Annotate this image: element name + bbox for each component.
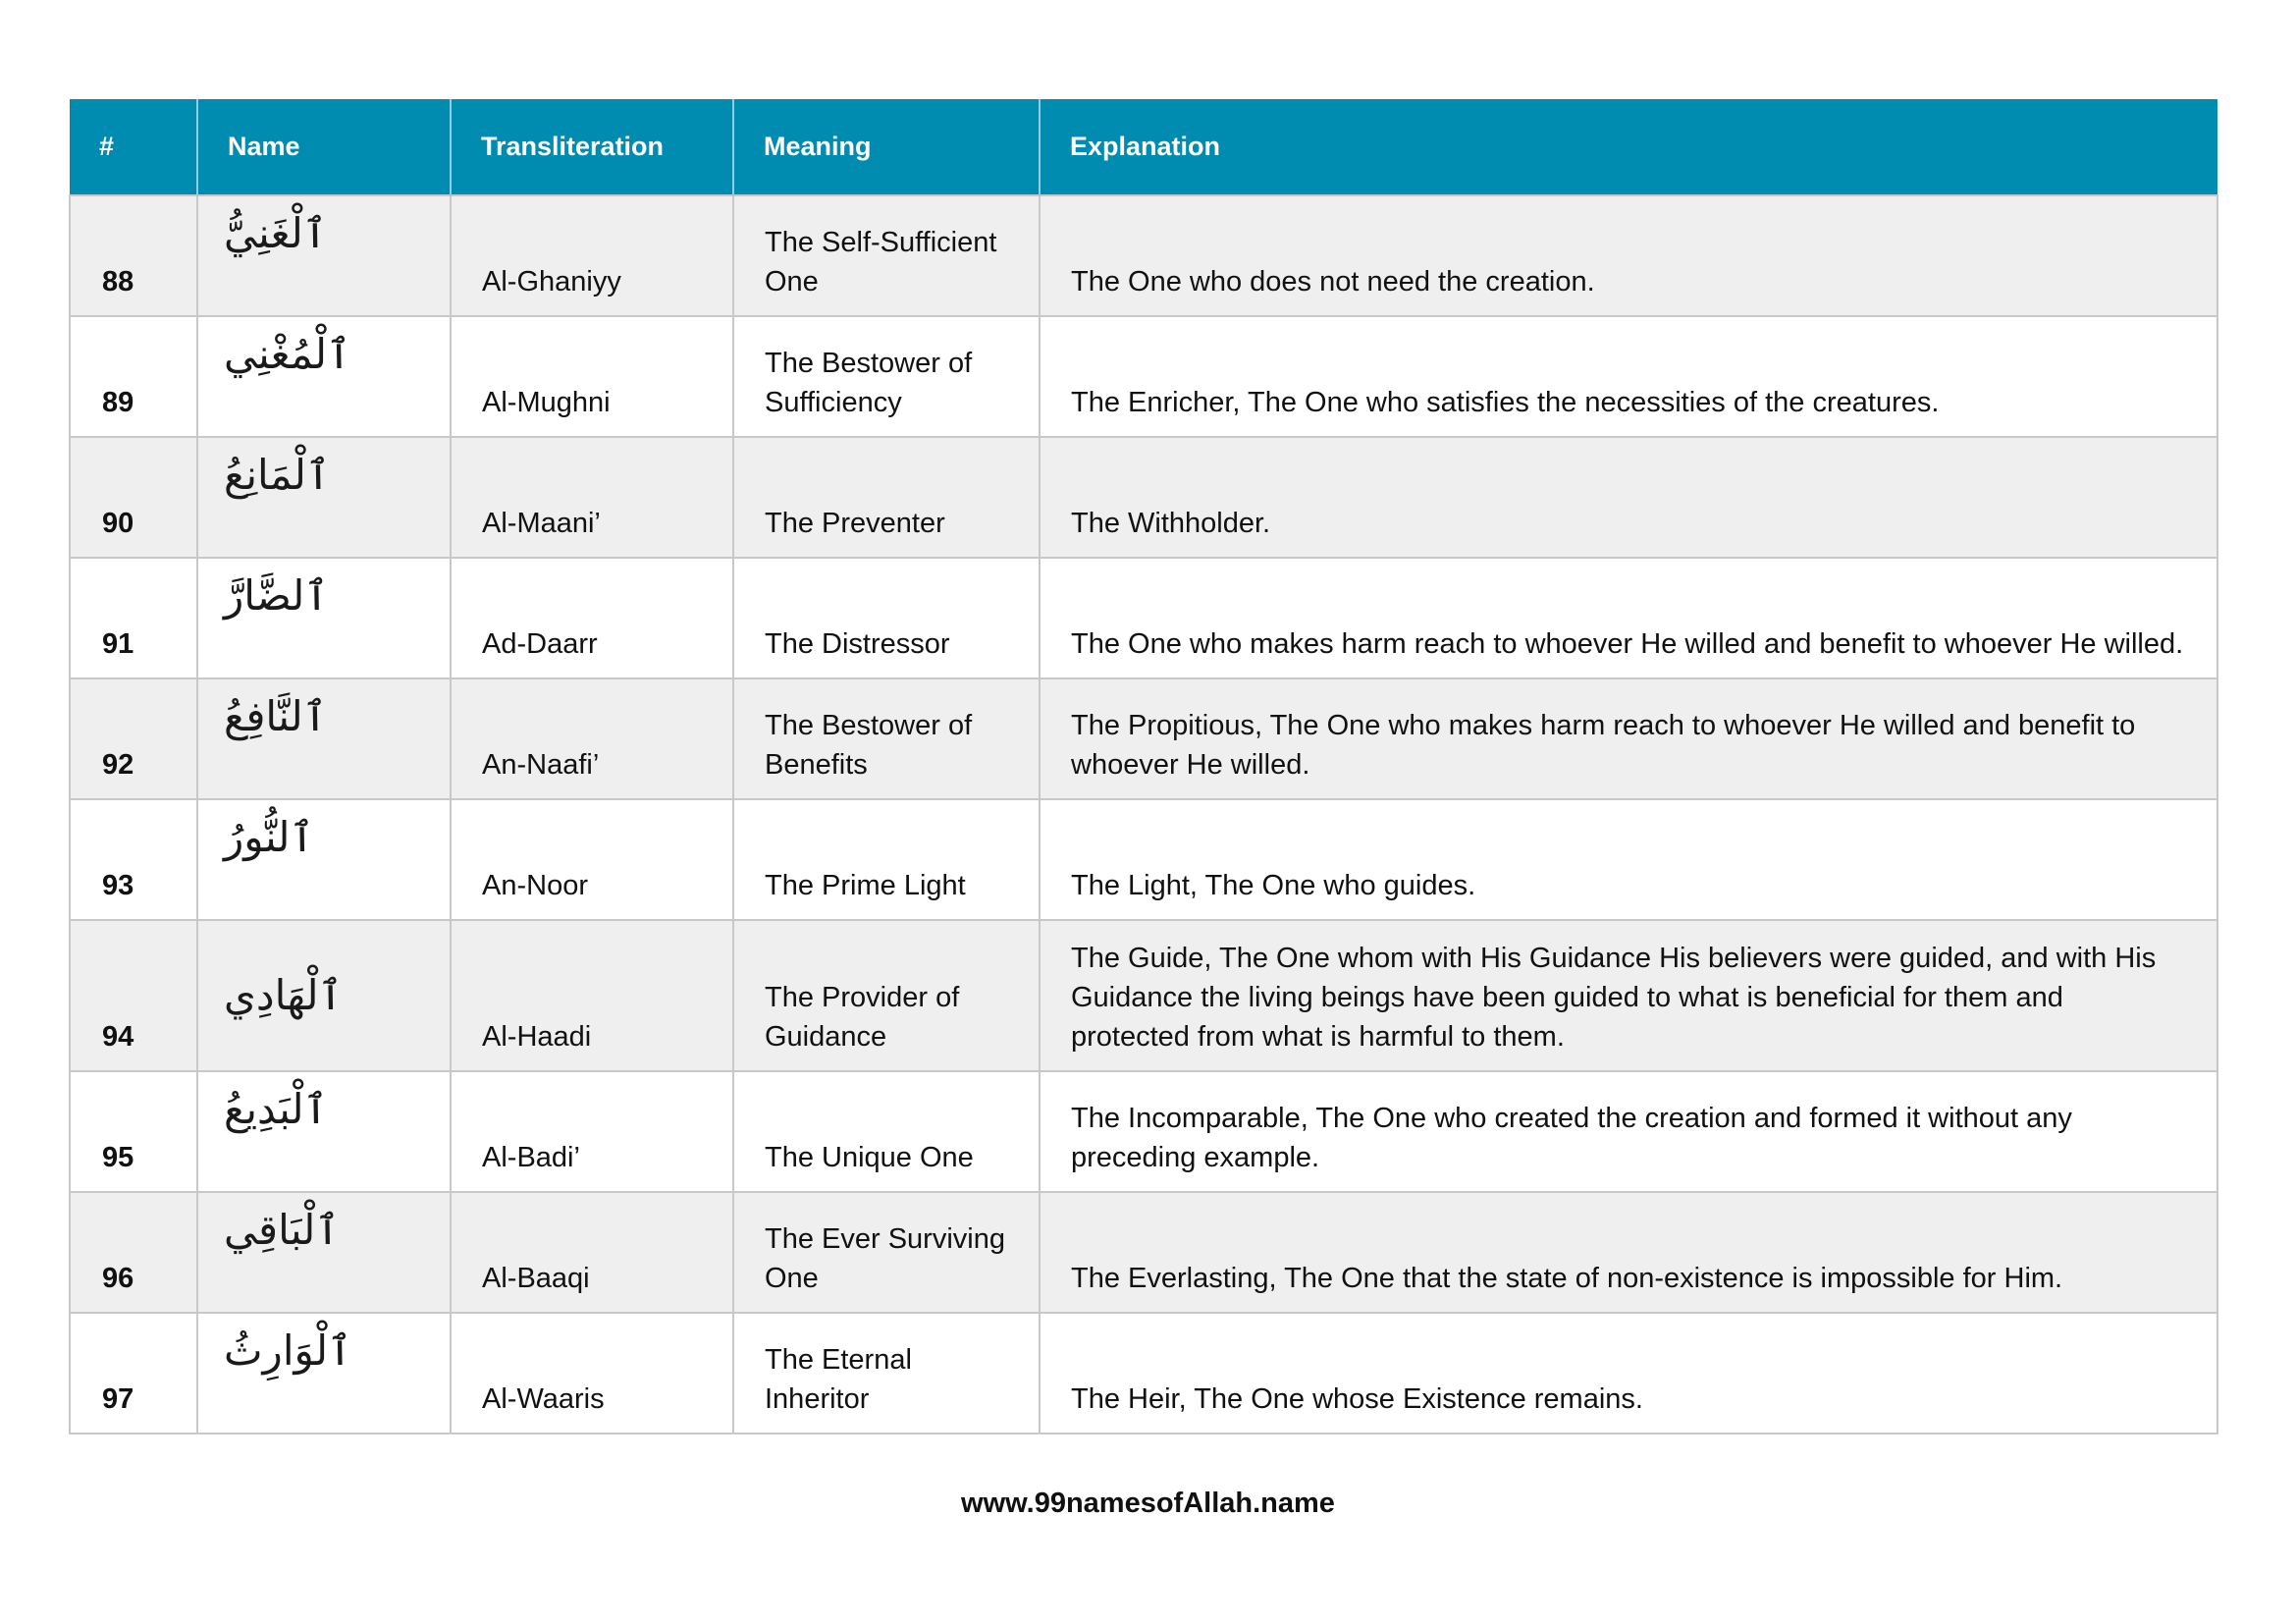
meaning: The Provider of Guidance: [733, 920, 1040, 1071]
arabic-name: ٱلنَّافِعُ: [224, 692, 328, 740]
explanation: The Heir, The One whose Existence remains.: [1040, 1313, 2217, 1434]
arabic-name-cell: [197, 799, 451, 920]
arabic-name: ٱلْهَادِي: [224, 971, 344, 1019]
header-name: Name: [197, 99, 451, 195]
transliteration: Al-Maani’: [451, 437, 733, 558]
header-number: #: [70, 99, 197, 195]
explanation: The One who makes harm reach to whoever He willed and benefit to whoever He willed.: [1040, 558, 2217, 678]
explanation: The Incomparable, The One who created the creation and formed it without any preceding example.: [1040, 1071, 2217, 1192]
arabic-name: ٱلْمَانِعُ: [224, 451, 331, 499]
explanation: The Withholder.: [1040, 437, 2217, 558]
table-row: [70, 1192, 2217, 1313]
arabic-name: ٱلضَّارَّ: [224, 571, 329, 620]
explanation: The One who does not need the creation.: [1040, 195, 2217, 316]
table-row: [70, 558, 2217, 678]
explanation: The Enricher, The One who satisfies the necessities of the creatures.: [1040, 316, 2217, 437]
arabic-name-cell: [197, 316, 451, 437]
meaning: The Ever Surviving One: [733, 1192, 1040, 1313]
meaning: The Unique One: [733, 1071, 1040, 1192]
transliteration: Al-Badi’: [451, 1071, 733, 1192]
table-row: [70, 1071, 2217, 1192]
arabic-name-cell: [197, 1313, 451, 1434]
explanation: The Light, The One who guides.: [1040, 799, 2217, 920]
row-number: 97: [70, 1313, 197, 1434]
meaning: The Self-Sufficient One: [733, 195, 1040, 316]
row-number: 90: [70, 437, 197, 558]
transliteration: Ad-Daarr: [451, 558, 733, 678]
meaning: The Eternal Inheritor: [733, 1313, 1040, 1434]
header-row: [70, 99, 2217, 195]
table-row: [70, 195, 2217, 316]
transliteration: Al-Haadi: [451, 920, 733, 1071]
row-number: 94: [70, 920, 197, 1071]
table-row: [70, 437, 2217, 558]
header-meaning: Meaning: [733, 99, 1040, 195]
explanation: The Everlasting, The One that the state of non-existence is impossible for Him.: [1040, 1192, 2217, 1313]
meaning: The Bestower of Benefits: [733, 678, 1040, 799]
row-number: 89: [70, 316, 197, 437]
transliteration: Al-Baaqi: [451, 1192, 733, 1313]
table-header: [70, 99, 2217, 195]
arabic-name-cell: [197, 920, 451, 1071]
transliteration: Al-Mughni: [451, 316, 733, 437]
arabic-name-cell: [197, 1192, 451, 1313]
arabic-name: ٱلْبَاقِي: [224, 1206, 340, 1254]
arabic-name-cell: [197, 678, 451, 799]
arabic-name-cell: [197, 195, 451, 316]
transliteration: An-Naafi’: [451, 678, 733, 799]
arabic-name: ٱلنُّورُ: [224, 813, 315, 861]
row-number: 88: [70, 195, 197, 316]
arabic-name-cell: [197, 558, 451, 678]
row-number: 96: [70, 1192, 197, 1313]
meaning: The Bestower of Sufficiency: [733, 316, 1040, 437]
arabic-name-cell: [197, 1071, 451, 1192]
row-number: 91: [70, 558, 197, 678]
header-explanation: Explanation: [1040, 99, 2217, 195]
transliteration: Al-Ghaniyy: [451, 195, 733, 316]
meaning: The Preventer: [733, 437, 1040, 558]
transliteration: Al-Waaris: [451, 1313, 733, 1434]
row-number: 92: [70, 678, 197, 799]
arabic-name: ٱلْبَدِيعُ: [224, 1085, 329, 1133]
arabic-name: ٱلْوَارِثُ: [224, 1326, 352, 1375]
table-row: [70, 678, 2217, 799]
explanation: The Propitious, The One who makes harm reach to whoever He willed and benefit to whoever He willed.: [1040, 678, 2217, 799]
arabic-name: ٱلْغَنِيُّ: [224, 209, 328, 257]
arabic-name-cell: [197, 437, 451, 558]
explanation: The Guide, The One whom with His Guidance His believers were guided, and with His Guidance the living beings have been guided to what is beneficial for them and protected from what is harmful to them.: [1040, 920, 2217, 1071]
meaning: The Prime Light: [733, 799, 1040, 920]
table-body: [70, 195, 2217, 1434]
row-number: 95: [70, 1071, 197, 1192]
names-table: [69, 99, 2218, 1435]
transliteration: An-Noor: [451, 799, 733, 920]
table-row: [70, 920, 2217, 1071]
footer-website: www.99namesofAllah.name: [961, 1488, 1335, 1519]
table-row: [70, 1313, 2217, 1434]
arabic-name: ٱلْمُغْنِي: [224, 330, 351, 378]
row-number: 93: [70, 799, 197, 920]
header-transliteration: Transliteration: [451, 99, 733, 195]
table-row: [70, 316, 2217, 437]
table-row: [70, 799, 2217, 920]
meaning: The Distressor: [733, 558, 1040, 678]
